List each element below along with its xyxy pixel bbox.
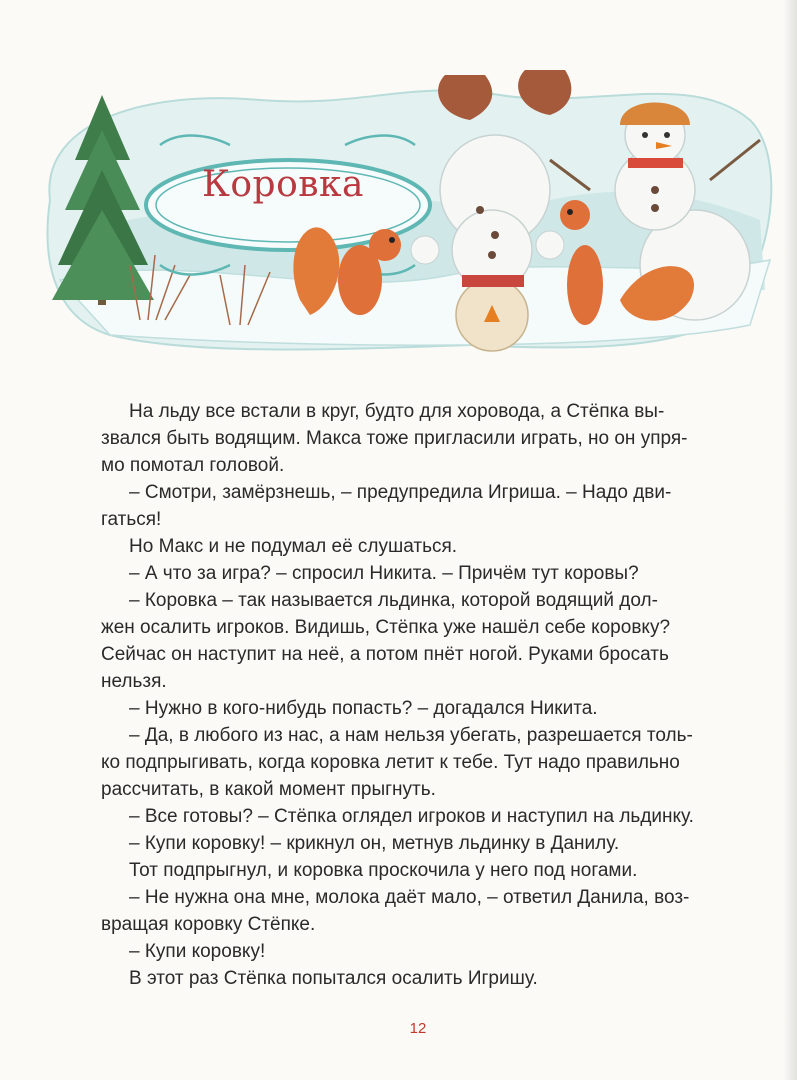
paragraph [129,803,741,830]
text-line: Но Макс и не подумал её слушаться. [129,536,458,557]
text-line: На льду все встали в круг, будто для хоровода, а Стёпка вы- [129,401,665,422]
text-line: звался быть водящим. Макса тоже пригласили играть, но он упря- [101,428,688,449]
paragraph [101,884,741,938]
text-line: жен осалить игроков. Видишь, Стёпка уже нашёл себе коровку? [101,617,671,638]
text-line: гаться! [101,509,162,530]
text-line: мо помотал головой. [101,455,285,476]
text-line: Сейчас он наступит на неё, а потом пнёт ногой. Руками бросать [101,644,669,665]
paragraph [129,965,741,992]
text-line: ко подпрыгивать, когда коровка летит к тебе. Тут надо правильно [101,752,680,773]
paragraph [129,533,741,560]
text-line: – Купи коровку! – крикнул он, метнув льдинку в Данилу. [129,833,620,854]
text-line: – Да, в любого из нас, а нам нельзя убегать, разрешается толь- [129,725,693,746]
paragraph [129,830,741,857]
text-line: – Все готовы? – Стёпка оглядел игроков и наступил на льдинку. [129,806,694,827]
text-line: Тот подпрыгнул, и коровка проскочила у него под ногами. [129,860,638,881]
paragraph [101,722,741,803]
text-line: – Не нужна она мне, молока даёт мало, – ответил Данила, воз- [129,887,690,908]
text-line: В этот раз Стёпка попытался осалить Игришу. [129,968,538,989]
paragraph [101,398,741,479]
text-line: рассчитать, в какой момент прыгнуть. [101,779,436,800]
text-line: – Купи коровку! [129,941,266,962]
text-line: – А что за игра? – спросил Никита. – Причём тут коровы? [129,563,639,584]
story-text [101,398,741,992]
text-line: – Нужно в кого-нибудь попасть? – догадался Никита. [129,698,598,719]
paragraph [129,695,741,722]
text-line: нельзя. [101,671,167,692]
paragraph [129,857,741,884]
page-edge-shadow [783,0,797,1080]
paragraph [129,938,741,965]
paragraph [129,560,741,587]
paragraph [101,479,741,533]
text-line: – Смотри, замёрзнешь, – предупредила Игриша. – Надо дви- [129,482,672,503]
page-number: 12 [409,1020,427,1037]
chapter-title: Коровка [202,164,364,205]
paragraph [101,587,741,695]
text-line: вращая коровку Стёпке. [101,914,316,935]
paragraph-list [101,398,741,992]
text-line: – Коровка – так называется льдинка, которой водящий дол- [129,590,658,611]
